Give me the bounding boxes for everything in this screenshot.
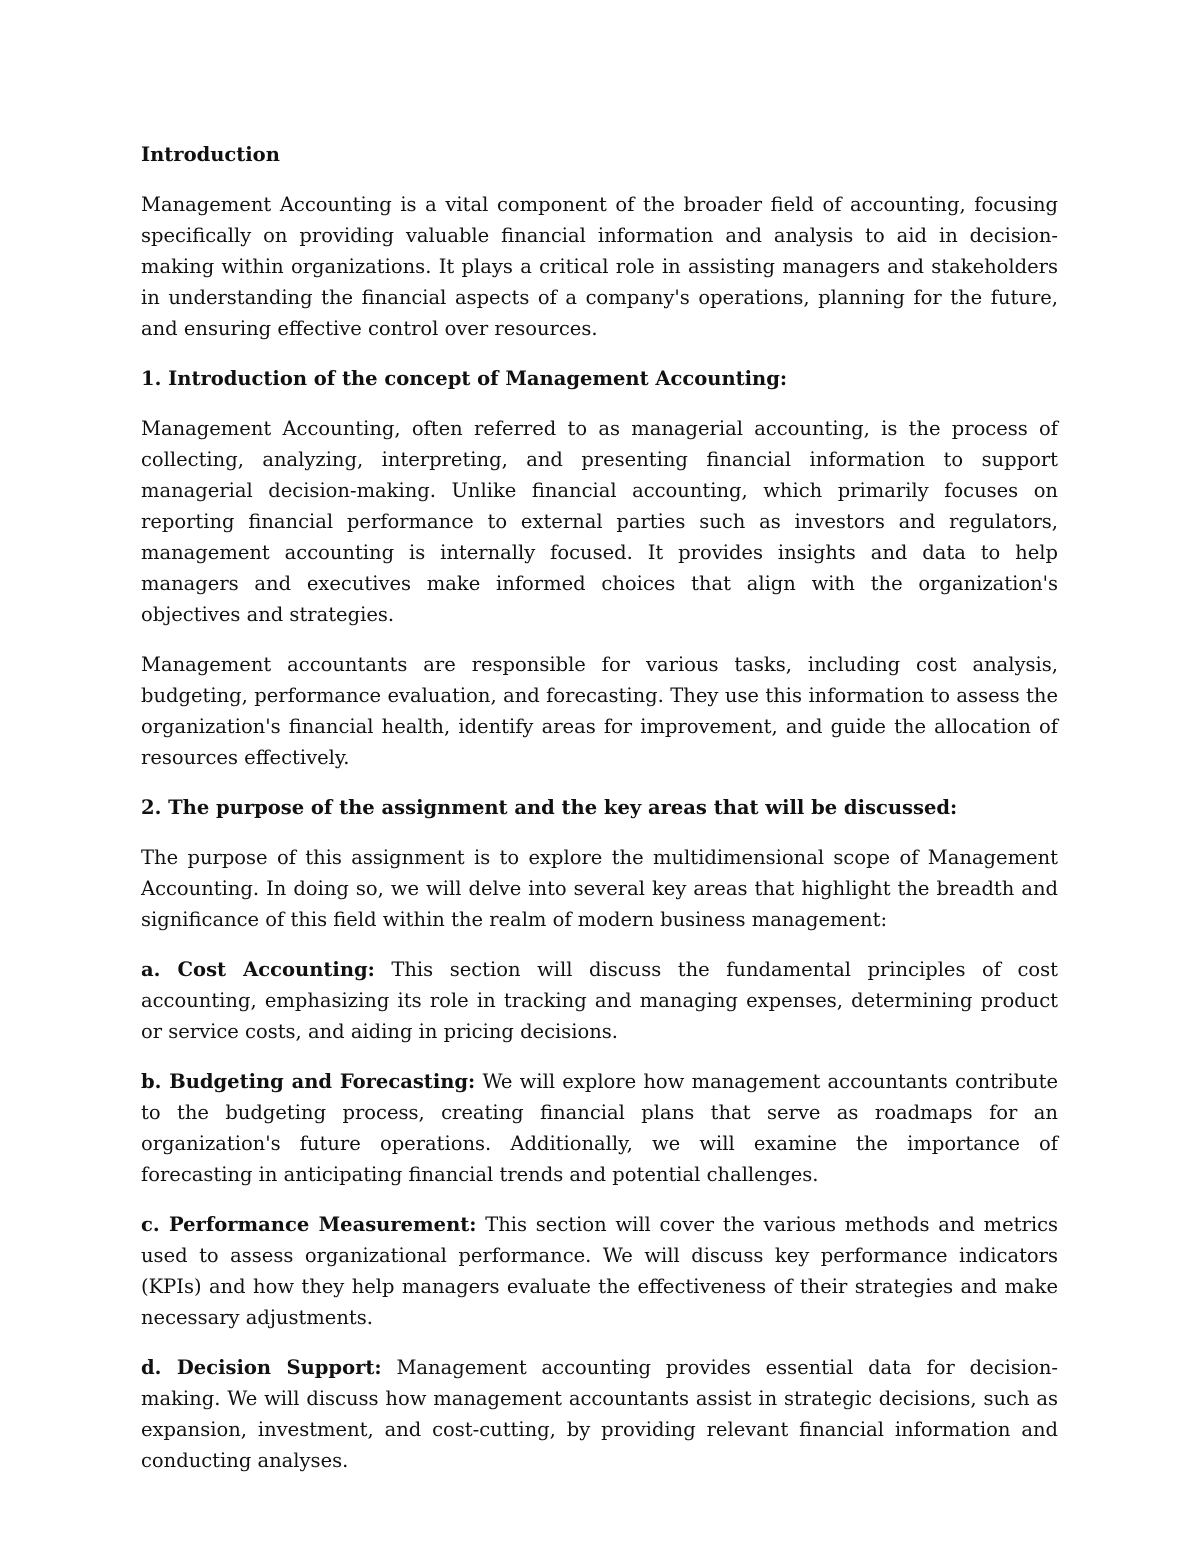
- key-area-text: Management accounting provides essential data for decision-making. We will discuss how management accountants assist in strategic decisions, such as expansion, investment, and cost-cutting, by providing relevant financial information and conducting analyses.: [141, 1356, 1058, 1472]
- key-area-text: This section will cover the various methods and metrics used to assess organizational performance. We will discuss key performance indicators (KPIs) and how they help managers evaluate the effectiveness of their strategies and make necessary adjustments.: [141, 1213, 1058, 1329]
- section1-paragraph-2: Management accountants are responsible for various tasks, including cost analysis, budgeting, performance evaluation, and forecasting. They use this information to assess the organization's financial health, identify areas for improvement, and guide the allocation of resources effectively.: [141, 653, 1058, 769]
- intro-paragraph: Management Accounting is a vital component of the broader field of accounting, focusing specifically on providing valuable financial information and analysis to aid in decision-making within organizations. It plays a critical role in assisting managers and stakeholders in understanding the financial aspects of a company's operations, planning for the future, and ensuring effective control over resources.: [141, 193, 1058, 340]
- key-area-label: a. Cost Accounting:: [141, 958, 375, 981]
- key-area-label: d. Decision Support:: [141, 1356, 382, 1379]
- section1-paragraph-1: Management Accounting, often referred to as managerial accounting, is the process of collecting, analyzing, interpreting, and presenting financial information to support managerial decision-making. Unlike financial accounting, which primarily focuses on reporting financial performance to external parties such as investors and regulators, management accounting is internally focused. It provides insights and data to help managers and executives make informed choices that align with the organization's objectives and strategies.: [141, 417, 1058, 626]
- key-area-label: b. Budgeting and Forecasting:: [141, 1070, 476, 1093]
- section1-heading: 1. Introduction of the concept of Management Accounting:: [141, 367, 788, 390]
- key-area-text: We will explore how management accountants contribute to the budgeting process, creating financial plans that serve as roadmaps for an organization's future operations. Additionally, we will examine the importance of forecasting in anticipating financial trends and potential challenges.: [141, 1070, 1058, 1186]
- intro-heading: Introduction: [141, 143, 280, 166]
- document-page: [141, 139, 1058, 1495]
- key-area-budgeting-forecasting: [141, 1066, 1058, 1190]
- key-area-performance-measurement: [141, 1209, 1058, 1333]
- key-area-label: c. Performance Measurement:: [141, 1213, 477, 1236]
- key-area-cost-accounting: [141, 954, 1058, 1047]
- key-area-text: This section will discuss the fundamental principles of cost accounting, emphasizing its role in tracking and managing expenses, determining product or service costs, and aiding in pricing decisions.: [141, 958, 1058, 1043]
- section2-heading: 2. The purpose of the assignment and the key areas that will be discussed:: [141, 796, 958, 819]
- section2-paragraph: The purpose of this assignment is to explore the multidimensional scope of Management Accounting. In doing so, we will delve into several key areas that highlight the breadth and significance of this field within the realm of modern business management:: [141, 846, 1058, 931]
- key-area-decision-support: [141, 1352, 1058, 1476]
